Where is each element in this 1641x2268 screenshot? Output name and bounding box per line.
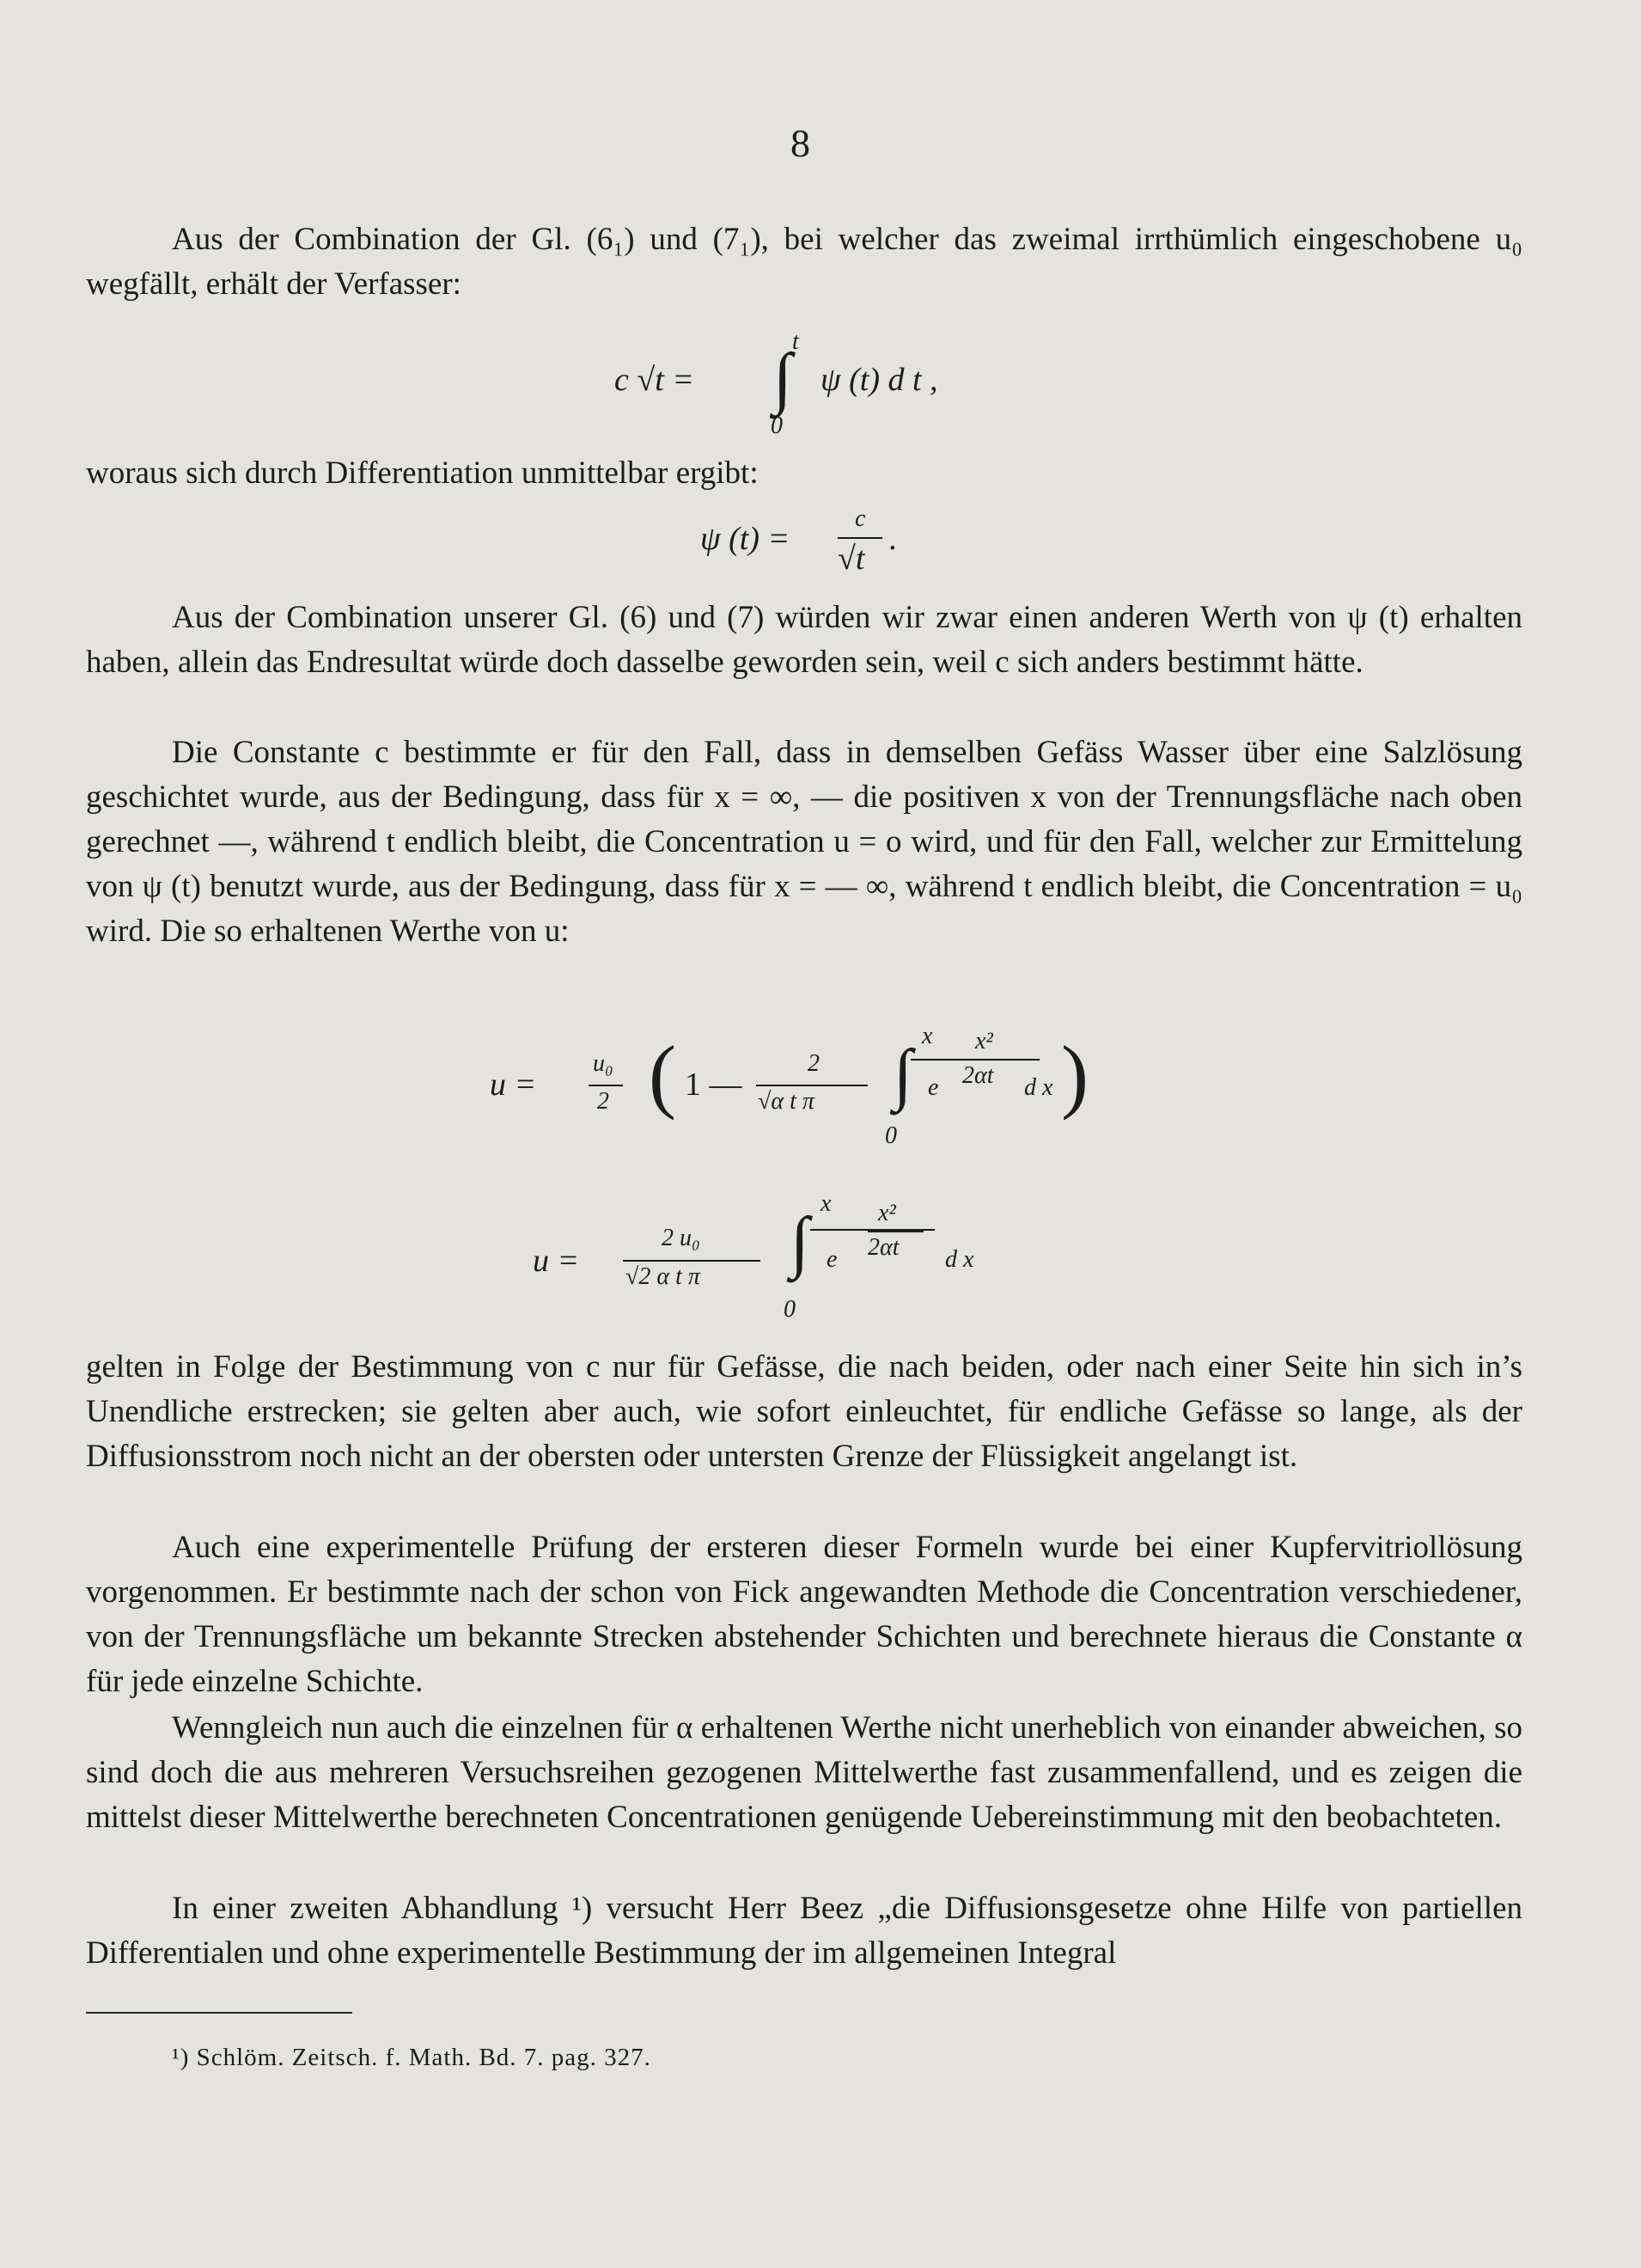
- eq1-upper-limit: t: [792, 328, 799, 355]
- eq4-exp-bar: [868, 1231, 924, 1232]
- eq3-right-paren: ): [1061, 1029, 1089, 1121]
- paragraph-4: Die Constante c bestimmte er für den Fall, dass in demselben Gefäss Wasser über eine Salzlösung geschichtet wurde, aus der Bedingung, dass für x = ∞, — die positiven x von der Trennungsfläche nach oben gerechnet —, während t endlich bleibt, die Concentration u = o wird, und für den Fall, welcher zur Ermittelung von ψ (t) benutzt wurde, aus der Bedingung, dass für x = — ∞, während t endlich bleibt, die Concentration = u₀ wird. Die so erhaltenen Werthe von u:: [86, 735, 1522, 949]
- eq3-exp-numerator: x²: [975, 1028, 993, 1055]
- eq3-frac-bar: [756, 1085, 868, 1086]
- integral-sign-1: ∫: [773, 340, 792, 416]
- eq4-denominator: √2 α t π: [625, 1263, 700, 1290]
- page-number: 8: [790, 121, 810, 165]
- eq1-body: ψ (t) d t ,: [820, 362, 938, 398]
- eq3-coef-numerator: u₀: [593, 1050, 613, 1077]
- eq3-exp-denominator: 2αt: [962, 1062, 994, 1089]
- eq3-lhs: u =: [490, 1067, 537, 1103]
- paragraph-3: Aus der Combination unserer Gl. (6) und (7) würden wir zwar einen anderen Werth von ψ (t) erhalten haben, allein das Endresultat würde doch dasselbe geworden sein, weil c sich anders bestimmt hätte.: [86, 600, 1522, 680]
- eq1-lhs: c √t =: [614, 362, 694, 398]
- eq3-upper-limit: x: [922, 1023, 933, 1049]
- eq2-fraction-bar: [838, 537, 882, 539]
- eq3-e: e: [928, 1074, 939, 1101]
- eq3-frac-denominator: √α t π: [758, 1088, 814, 1115]
- eq4-numerator: 2 u₀: [662, 1225, 700, 1251]
- eq2-denominator: √t: [838, 541, 865, 577]
- eq3-dx: d x: [1024, 1074, 1053, 1101]
- paragraph-6: Auch eine experimentelle Prüfung der ersteren dieser Formeln wurde bei einer Kupfervitriollösung vorgenommen. Er bestimmte nach der schon von Fick angewandten Methode die Concentration verschiedener, von der Trennungsfläche um bekannte Strecken abstehender Schichten und berechnete hieraus die Constante α für jede einzelne Schichte.: [86, 1530, 1522, 1699]
- eq3-lower-limit: 0: [885, 1122, 897, 1149]
- eq4-upper-limit: x: [820, 1190, 832, 1217]
- eq2-numerator: c: [855, 505, 866, 532]
- eq2-period: .: [889, 521, 898, 557]
- eq1-lower-limit: 0: [771, 413, 783, 439]
- eq3-one-minus: 1 —: [685, 1067, 742, 1103]
- footnote-separator: [86, 2012, 352, 2014]
- eq3-exp-bar: [962, 1059, 1014, 1061]
- eq3-left-paren: (: [649, 1029, 676, 1121]
- eq4-e: e: [827, 1246, 838, 1273]
- eq4-exp-numerator: x²: [878, 1200, 896, 1226]
- paragraph-8: In einer zweiten Abhandlung ¹) versucht Herr Beez „die Diffusionsgesetze ohne Hilfe von partiellen Differentialen und ohne experimentelle Bestimmung der im allgemeinen Integral: [86, 1891, 1522, 1971]
- eq2-lhs: ψ (t) =: [700, 521, 790, 557]
- eq4-exp-denominator: 2αt: [868, 1234, 900, 1261]
- integral-sign-3: ∫: [894, 1036, 912, 1112]
- eq3-frac-numerator: 2: [808, 1050, 820, 1077]
- integral-sign-4: ∫: [790, 1204, 809, 1280]
- eq4-lhs: u =: [533, 1243, 580, 1279]
- eq3-coef-bar: [589, 1085, 623, 1086]
- eq4-fraction-bar: [623, 1260, 760, 1262]
- eq4-dx: d x: [945, 1246, 974, 1273]
- eq3-coef-denominator: 2: [597, 1088, 609, 1115]
- paragraph-2: woraus sich durch Differentiation unmittelbar ergibt:: [86, 455, 759, 491]
- paragraph-5: gelten in Folge der Bestimmung von c nur für Gefässe, die nach beiden, oder nach einer Seite hin sich in’s Unendliche erstrecken; sie gelten aber auch, wie sofort einleuchtet, für endliche Gefässe so lange, als der Diffusionsstrom noch nicht an der obersten oder untersten Grenze der Flüssigkeit angelangt ist.: [86, 1349, 1522, 1474]
- footnote: ¹) Schlöm. Zeitsch. f. Math. Bd. 7. pag. 327.: [172, 2044, 651, 2071]
- paragraph-1: Aus der Combination der Gl. (6₁) und (7₁), bei welcher das zweimal irrthümlich eingeschobene u₀ wegfällt, erhält der Verfasser:: [86, 222, 1522, 302]
- paragraph-7: Wenngleich nun auch die einzelnen für α erhaltenen Werthe nicht unerheblich von einander abweichen, so sind doch die aus mehreren Versuchsreihen gezogenen Mittelwerthe fast zusammenfallend, und es zeigen die mittelst dieser Mittelwerthe berechneten Concentrationen genügende Uebereinstimmung mit den beobachteten.: [86, 1710, 1522, 1835]
- eq4-lower-limit: 0: [784, 1296, 796, 1323]
